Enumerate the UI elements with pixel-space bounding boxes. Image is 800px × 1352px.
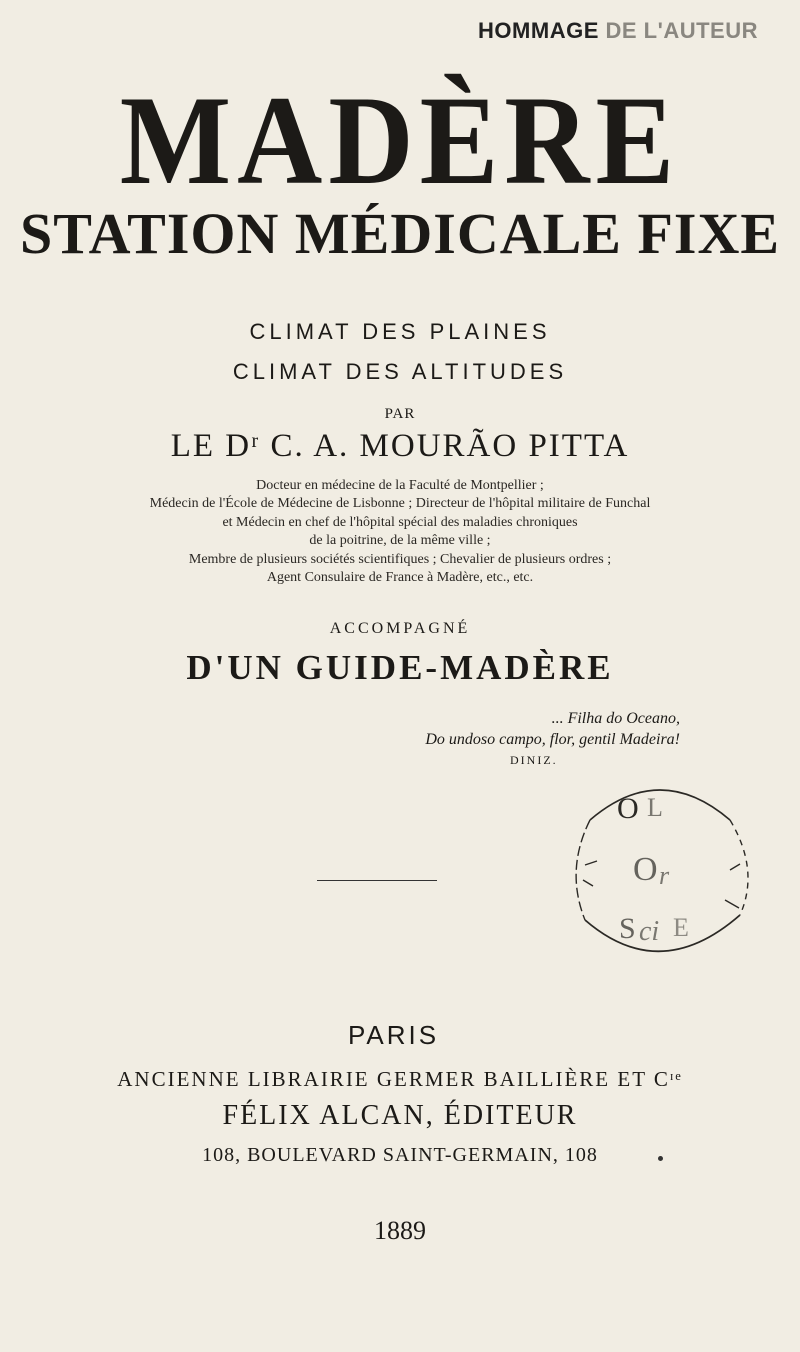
publication-year: 1889	[374, 1216, 426, 1245]
credential-line: Médecin de l'École de Médecine de Lisbonne ; Directeur de l'hôpital militaire de Funchal	[149, 496, 651, 512]
accompanied-label: ACCOMPAGNÉ	[329, 620, 471, 637]
credential-line: Docteur en médecine de la Faculté de Montpellier ;	[256, 478, 544, 493]
svg-text:ci: ci	[639, 916, 660, 947]
svg-text:E: E	[673, 913, 689, 942]
divider-rule	[317, 880, 437, 881]
author-credentials	[0, 477, 800, 587]
credential-line: et Médecin en chef de l'hôpital spécial des maladies chroniques	[222, 514, 578, 530]
climate-line-plains: CLIMAT DES PLAINES	[249, 319, 551, 344]
publisher-name: ANCIENNE LIBRAIRIE GERMER BAILLIÈRE ET Cᶦᵉ	[117, 1067, 683, 1091]
by-label: PAR	[384, 406, 416, 422]
author-name: LE Dʳ C. A. MOURÃO PITTA	[170, 428, 630, 464]
ink-speck	[658, 1156, 663, 1161]
library-seal-icon	[555, 770, 765, 970]
epigraph-signature: DINIZ.	[510, 753, 558, 767]
svg-text:O: O	[617, 792, 639, 825]
epigraph-line: ... Filha do Oceano,	[551, 710, 680, 727]
stamp-text: HOMMAGE	[478, 18, 599, 43]
book-title: MADÈRE	[119, 69, 681, 212]
climate-line-altitudes: CLIMAT DES ALTITUDES	[232, 359, 568, 384]
credential-line: Agent Consulaire de France à Madère, etc., etc.	[266, 570, 534, 586]
epigraph-line: Do undoso campo, flor, gentil Madeira!	[425, 731, 680, 748]
svg-text:S: S	[619, 912, 636, 945]
author-tribute-stamp	[478, 18, 758, 44]
guide-title: D'UN GUIDE-MADÈRE	[186, 648, 614, 687]
book-subtitle: STATION MÉDICALE FIXE	[19, 201, 781, 266]
publisher-address: 108, BOULEVARD SAINT-GERMAIN, 108	[202, 1144, 598, 1166]
credential-line: Membre de plusieurs sociétés scientifiques ; Chevalier de plusieurs ordres ;	[188, 551, 612, 567]
editor-name: FÉLIX ALCAN, ÉDITEUR	[222, 1100, 578, 1131]
svg-text:O: O	[633, 851, 658, 888]
svg-text:r: r	[659, 861, 670, 890]
svg-text:L: L	[647, 793, 663, 822]
stamp-text-faded: DE L'AUTEUR	[598, 18, 758, 43]
credential-line: de la poitrine, de la même ville ;	[309, 533, 491, 549]
epigraph	[360, 708, 680, 771]
publication-place: PARIS	[348, 1020, 440, 1050]
